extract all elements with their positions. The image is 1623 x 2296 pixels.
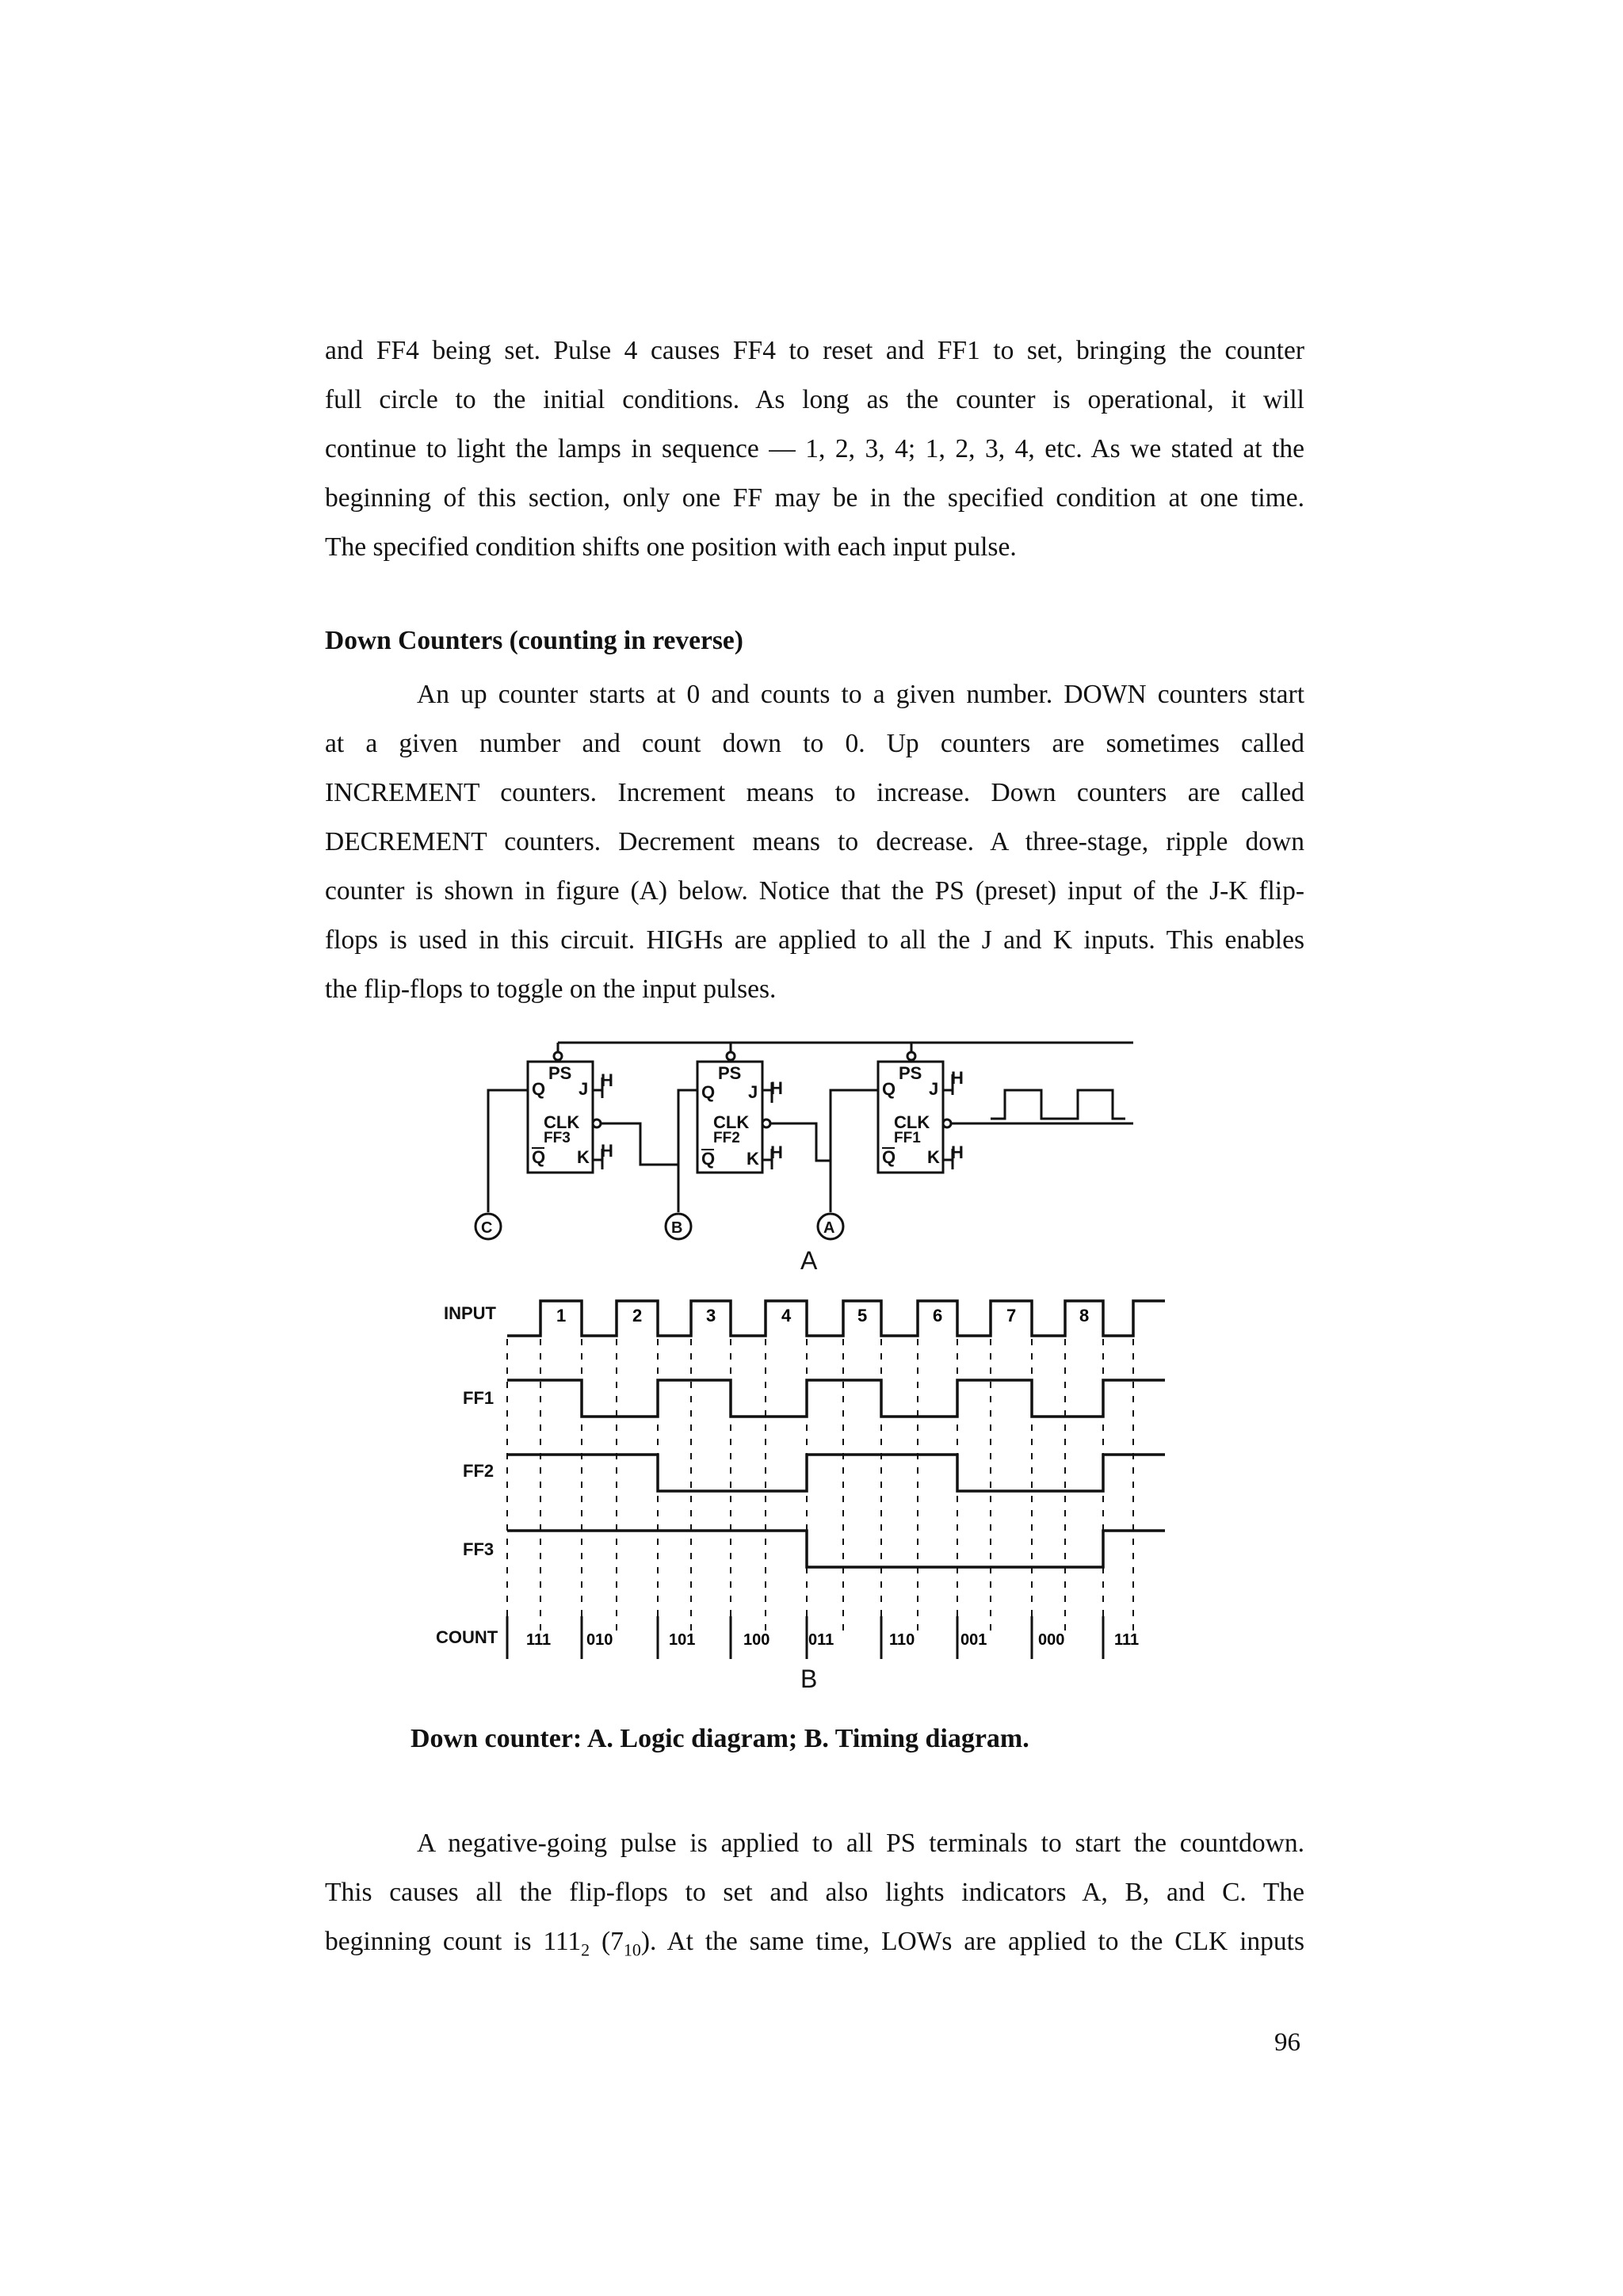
count-value: 110 — [889, 1631, 915, 1649]
count-value: 111 — [1114, 1631, 1140, 1649]
ff1-j-high-label: H — [951, 1068, 964, 1088]
text-line: beginning of this section, only one FF may be in the specified condition at one time. — [325, 483, 1304, 513]
count-value: 111 — [526, 1631, 552, 1649]
text-fragment: ). At the same time, LOWs are applied to the CLK inputs — [640, 1927, 1304, 1956]
text-line: at a given number and count down to 0. Up counters are sometimes called — [325, 729, 1304, 758]
ff1-clk-label: CLK — [894, 1112, 930, 1132]
text-line: the flip-flops to toggle on the input pulses. — [325, 974, 777, 1004]
pulse-number: 3 — [706, 1306, 716, 1325]
count-value: 011 — [808, 1631, 834, 1649]
input-waveform — [507, 1301, 1165, 1336]
ff2-name-label: FF2 — [713, 1130, 740, 1146]
ff1-signal-label: FF1 — [463, 1388, 495, 1408]
ff3-j-high-label: H — [601, 1070, 613, 1090]
ff2-signal-label: FF2 — [463, 1461, 495, 1481]
indicator-a-label: A — [823, 1219, 835, 1237]
text-line: full circle to the initial conditions. As long as the counter is operational, it will — [325, 385, 1304, 414]
text-fragment: (7 — [590, 1927, 624, 1956]
bottom-paragraph — [325, 1819, 1304, 1975]
pulse-number: 8 — [1079, 1306, 1090, 1325]
ff2-j-high-label: H — [770, 1078, 783, 1098]
ff1-k-high-label: H — [951, 1142, 964, 1162]
pulse-number: 2 — [632, 1306, 643, 1325]
ff1-q-label: Q — [882, 1079, 896, 1099]
ff3-name-label: FF3 — [544, 1130, 571, 1146]
logic-diagram-label: A — [800, 1246, 818, 1275]
count-value: 001 — [960, 1631, 987, 1649]
count-value: 100 — [743, 1631, 770, 1649]
timing-diagram — [436, 1301, 1165, 1693]
ff1-ps-label: PS — [899, 1063, 922, 1083]
ff3-ps-label: PS — [548, 1063, 572, 1083]
indicator-b-label: B — [671, 1219, 683, 1237]
ff1-name-label: FF1 — [894, 1130, 921, 1146]
ff1-j-label: J — [929, 1079, 939, 1099]
pulse-number: 4 — [781, 1306, 792, 1325]
pulse-number: 7 — [1006, 1306, 1017, 1325]
ff2-j-label: J — [748, 1082, 758, 1102]
count-value: 000 — [1038, 1631, 1065, 1649]
text-line: and FF4 being set. Pulse 4 causes FF4 to reset and FF1 to set, bringing the counter — [325, 336, 1304, 365]
pulse-number: 6 — [933, 1306, 943, 1325]
section-heading: Down Counters (counting in reverse) — [325, 626, 743, 655]
ff3-waveform — [507, 1531, 1165, 1567]
ff3-q-label: Q — [532, 1079, 546, 1099]
text-line: An up counter starts at 0 and counts to a given number. DOWN counters start — [417, 680, 1304, 709]
input-signal-label: INPUT — [444, 1303, 496, 1323]
ff3-j-label: J — [579, 1079, 589, 1099]
ff1-waveform — [507, 1380, 1165, 1417]
figure-caption: Down counter: A. Logic diagram; B. Timing diagram. — [411, 1724, 1029, 1753]
input-pulse-waveform — [991, 1090, 1125, 1119]
count-label: COUNT — [436, 1627, 498, 1647]
ff2-qbar-label: Q — [701, 1149, 716, 1169]
ff2-k-label: K — [747, 1149, 759, 1169]
ff3-k-high-label: H — [601, 1141, 613, 1161]
text-line-with-subscripts — [325, 1917, 1304, 1975]
count-value: 010 — [586, 1631, 613, 1649]
ff2-k-high-label: H — [770, 1142, 783, 1162]
ff1-qbar-label: Q — [882, 1147, 896, 1167]
text-fragment: beginning count is 111 — [325, 1927, 582, 1956]
indicator-c-label: C — [481, 1219, 493, 1237]
text-line: The specified condition shifts one position with each input pulse. — [325, 532, 1017, 562]
ff2-q-label: Q — [701, 1082, 716, 1102]
ff3-signal-label: FF3 — [463, 1539, 495, 1559]
text-line: flops is used in this circuit. HIGHs are applied to all the J and K inputs. This enables — [325, 925, 1304, 955]
text-line: This causes all the flip-flops to set and also lights indicators A, B, and C. The — [325, 1878, 1304, 1907]
ff2-waveform — [507, 1455, 1165, 1491]
ff1-k-label: K — [927, 1147, 940, 1167]
text-line: continue to light the lamps in sequence — 1, 2, 3, 4; 1, 2, 3, 4, etc. As we stated at the — [325, 434, 1304, 463]
timing-diagram-label: B — [800, 1665, 818, 1693]
text-line: A negative-going pulse is applied to all PS terminals to start the countdown. — [417, 1829, 1304, 1858]
ff3-k-label: K — [577, 1147, 590, 1167]
pulse-number: 5 — [857, 1306, 868, 1325]
logic-diagram — [475, 1043, 1133, 1239]
page-number: 96 — [1274, 2028, 1300, 2057]
pulse-number: 1 — [556, 1306, 567, 1325]
ff2-clk-label: CLK — [713, 1112, 750, 1132]
ff3-qbar-label: Q — [532, 1147, 546, 1167]
text-line: DECREMENT counters. Decrement means to decrease. A three-stage, ripple down — [325, 827, 1304, 856]
ff2-ps-label: PS — [718, 1063, 742, 1083]
count-value: 101 — [669, 1631, 696, 1649]
subscript: 2 — [581, 1939, 590, 1960]
subscript: 10 — [623, 1939, 641, 1960]
text-line: INCREMENT counters. Increment means to increase. Down counters are called — [325, 778, 1304, 807]
text-line: counter is shown in figure (A) below. Notice that the PS (preset) input of the J-K flip- — [325, 876, 1304, 906]
ff3-clk-label: CLK — [544, 1112, 580, 1132]
